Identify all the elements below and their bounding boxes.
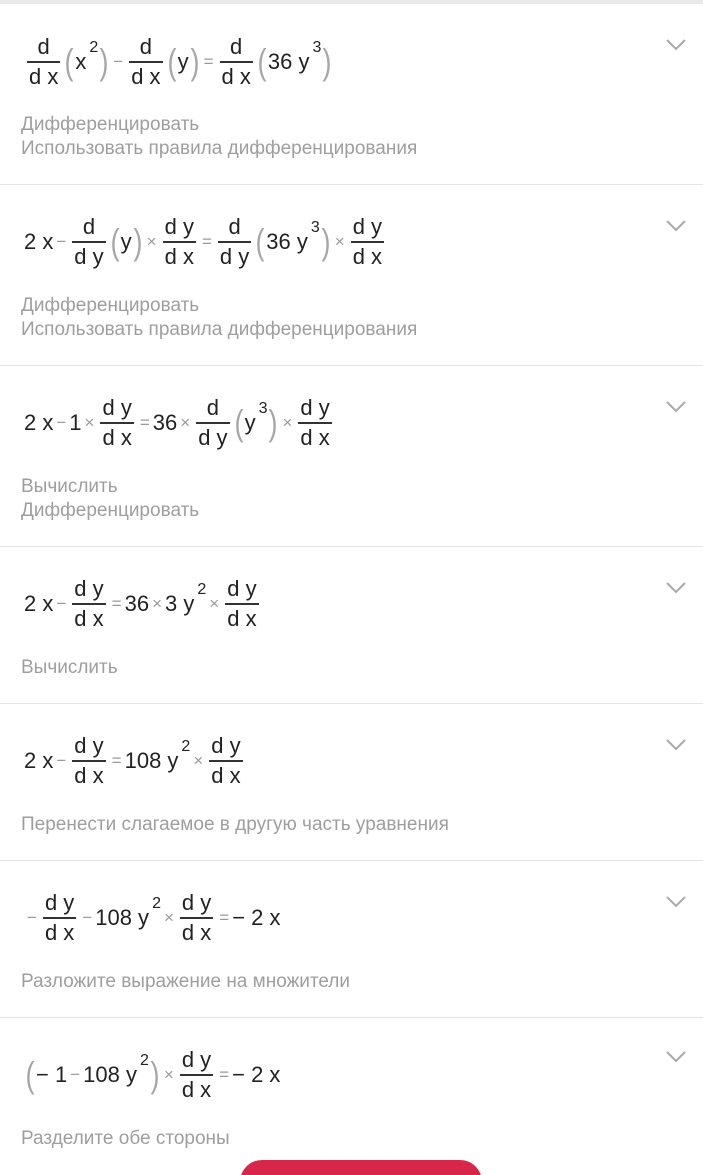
step-3-hints — [21, 475, 199, 523]
hint-text: Дифференцировать — [21, 295, 200, 316]
hint-text: Дифференцировать — [21, 114, 200, 135]
step-6-hints — [21, 970, 350, 994]
solution-step-2[interactable] — [0, 185, 703, 366]
step-4-hints — [21, 656, 118, 680]
step-6-equation: − $\frac{\text{d y}}{\text{d x}}$ − 108 y 2 × $\frac{\text{d y}}{\text{d x}}$ = − 2 x — [27, 890, 281, 945]
fraction: $\frac{\text{d y}}{\text{d x}}$ — [227, 576, 257, 631]
hint-text: Использовать правила дифференцирования — [21, 319, 418, 340]
step-7-hints — [21, 1127, 230, 1151]
hint-text: Дифференцировать — [21, 500, 200, 521]
hint-text: Вычислить — [21, 476, 118, 497]
fraction: $\frac{\text{d y}}{\text{d x}}$ — [74, 576, 104, 631]
fraction: $\frac{\text{d y}}{\text{d x}}$ — [181, 1047, 212, 1102]
fraction: $\frac{d}{\text{d y}}$ — [219, 214, 250, 269]
fraction: $\frac{\text{d y}}{\text{d x}}$ — [164, 214, 194, 269]
solution-step-7[interactable] — [0, 1018, 703, 1175]
solution-step-3[interactable] — [0, 366, 703, 547]
solution-step-5[interactable] — [0, 704, 703, 861]
step-2-equation: 2 x − $\frac{d}{\text{d y}}$ ( y ) × $\frac{\text{d y}}{\text{d x}}$ = $\frac{d}{\text{d y}}$ ( 36 y 3 ) × $\frac{\text{d y}}{\text{d x}}$ — [24, 214, 383, 269]
solution-step-1[interactable] — [0, 4, 703, 185]
fraction: $\frac{\text{d y}}{\text{d x}}$ — [211, 733, 241, 788]
chevron-down-icon[interactable] — [665, 1050, 687, 1064]
fraction: $\frac{d}{\text{d x}}$ — [29, 34, 59, 89]
fraction: $\frac{\text{d y}}{\text{d x}}$ — [181, 890, 212, 945]
step-7-equation: ( − 1 − 108 y 2 ) × $\frac{\text{d y}}{\text{d x}}$ = − 2 x — [25, 1047, 281, 1102]
step-3-equation: 2 x − 1 × $\frac{\text{d y}}{\text{d x}}$ = 36 × $\frac{d}{\text{d y}}$ ( y 3 ) × $\frac{\text{d y}}{\text{d x}}$ — [24, 395, 330, 450]
step-1-hints — [21, 113, 417, 161]
step-5-hints — [21, 813, 449, 837]
solution-step-4[interactable] — [0, 547, 703, 704]
step-5-equation: 2 x − $\frac{\text{d y}}{\text{d x}}$ = 108 y 2 × $\frac{\text{d y}}{\text{d x}}$ — [24, 733, 241, 788]
chevron-down-icon[interactable] — [665, 400, 687, 414]
fraction: $\frac{d}{\text{d y}}$ — [74, 214, 104, 269]
hint-text: Вычислить — [21, 657, 118, 678]
solution-step-6[interactable] — [0, 861, 703, 1018]
chevron-down-icon[interactable] — [665, 895, 687, 909]
step-2-hints — [21, 294, 417, 342]
fraction: $\frac{d}{\text{d x}}$ — [221, 34, 251, 89]
hint-text: Использовать правила дифференцирования — [21, 138, 418, 159]
chevron-down-icon[interactable] — [665, 738, 687, 752]
fraction: $\frac{\text{d y}}{\text{d x}}$ — [352, 214, 383, 269]
primary-action-button[interactable] — [240, 1160, 482, 1175]
hint-text: Перенести слагаемое в другую часть уравнения — [21, 814, 449, 835]
fraction: $\frac{\text{d y}}{\text{d x}}$ — [102, 395, 132, 450]
chevron-down-icon[interactable] — [665, 219, 687, 233]
chevron-down-icon[interactable] — [665, 38, 687, 52]
step-1-equation: $\frac{d}{\text{d x}}$ ( x 2 ) − $\frac{d}{\text{d x}}$ ( y ) = $\frac{d}{\text{d x}}$ ( 36 y 3 ) — [29, 34, 332, 89]
fraction: $\frac{\text{d y}}{\text{d x}}$ — [300, 395, 330, 450]
fraction: $\frac{d}{\text{d y}}$ — [198, 395, 228, 450]
step-4-equation: 2 x − $\frac{\text{d y}}{\text{d x}}$ = 36 × 3 y 2 × $\frac{\text{d y}}{\text{d x}}$ — [24, 576, 257, 631]
hint-text: Разделите обе стороны — [21, 1128, 230, 1149]
chevron-down-icon[interactable] — [665, 581, 687, 595]
fraction: $\frac{\text{d y}}{\text{d x}}$ — [74, 733, 104, 788]
fraction: $\frac{\text{d y}}{\text{d x}}$ — [44, 890, 75, 945]
fraction: $\frac{d}{\text{d x}}$ — [131, 34, 161, 89]
hint-text: Разложите выражение на множители — [21, 971, 351, 992]
